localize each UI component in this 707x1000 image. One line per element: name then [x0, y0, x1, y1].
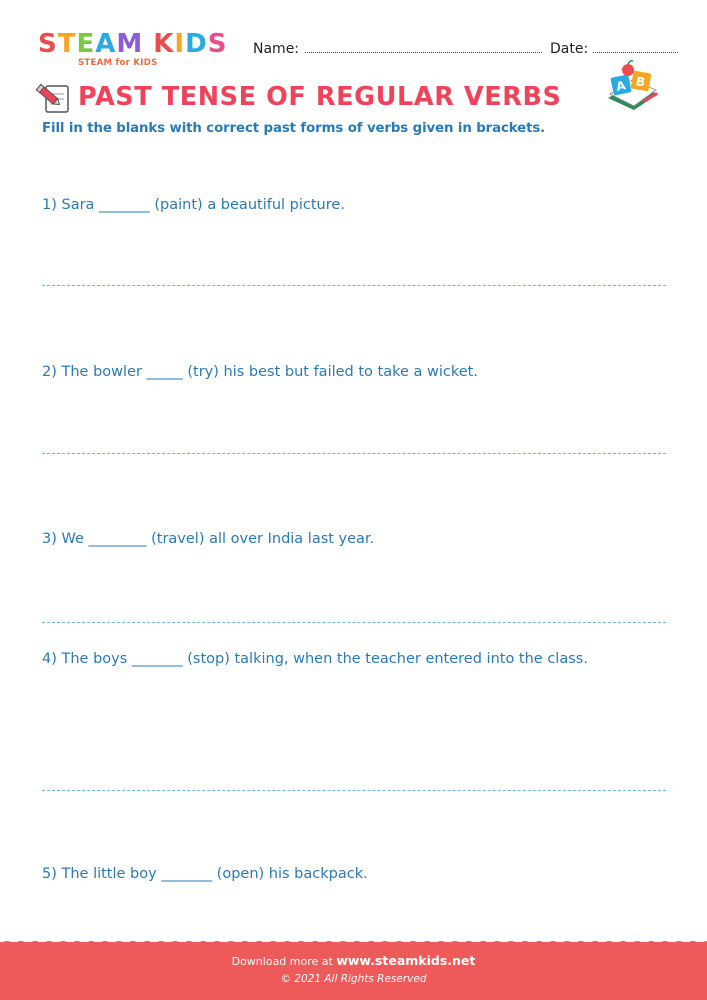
answer-line-4[interactable]	[42, 790, 666, 791]
question-5: 5) The little boy _______ (open) his backpack.	[42, 866, 368, 882]
steam-kids-logo	[38, 30, 238, 70]
answer-line-1[interactable]	[42, 285, 666, 286]
abc-book-icon	[604, 58, 662, 116]
logo-wordmark	[38, 30, 238, 58]
question-2: 2) The bowler _____ (try) his best but failed to take a wicket.	[42, 364, 478, 380]
date-label: Date:	[550, 41, 589, 57]
svg-text:B: B	[634, 74, 647, 90]
logo-letter: S	[38, 29, 58, 59]
footer-download-prefix: Download more at	[231, 955, 337, 968]
logo-letter: I	[174, 29, 186, 59]
question-4: 4) The boys _______ (stop) talking, when the teacher entered into the class.	[42, 651, 588, 667]
logo-letter: M	[116, 29, 144, 59]
logo-letter: T	[57, 29, 77, 59]
date-blank-line[interactable]	[593, 41, 678, 53]
footer-download-text	[0, 953, 707, 968]
footer	[0, 942, 707, 1000]
svg-text:A: A	[614, 78, 627, 94]
pencil-paper-icon	[34, 80, 72, 116]
logo-letter: D	[185, 29, 208, 59]
question-3: 3) We ________ (travel) all over India last year.	[42, 531, 375, 547]
name-blank-line[interactable]	[305, 41, 542, 53]
logo-letter	[143, 30, 153, 58]
answer-line-3[interactable]	[42, 622, 666, 623]
logo-letter: E	[76, 29, 96, 59]
page-title: PAST TENSE OF REGULAR VERBS	[78, 82, 562, 112]
answer-line-2[interactable]	[42, 453, 666, 454]
logo-letter: S	[207, 29, 228, 59]
date-field[interactable]	[550, 41, 678, 57]
name-label: Name:	[253, 41, 300, 57]
question-1: 1) Sara _______ (paint) a beautiful picture.	[42, 197, 345, 213]
logo-letter: A	[95, 29, 117, 59]
footer-copyright: © 2021 All Rights Reserved	[280, 973, 427, 985]
footer-download-link[interactable]: www.steamkids.net	[336, 953, 476, 968]
logo-letter: K	[153, 29, 175, 59]
instruction-text: Fill in the blanks with correct past forms of verbs given in brackets.	[42, 121, 546, 136]
logo-subtitle: STEAM for KIDS	[78, 58, 158, 68]
name-field[interactable]	[253, 41, 542, 57]
